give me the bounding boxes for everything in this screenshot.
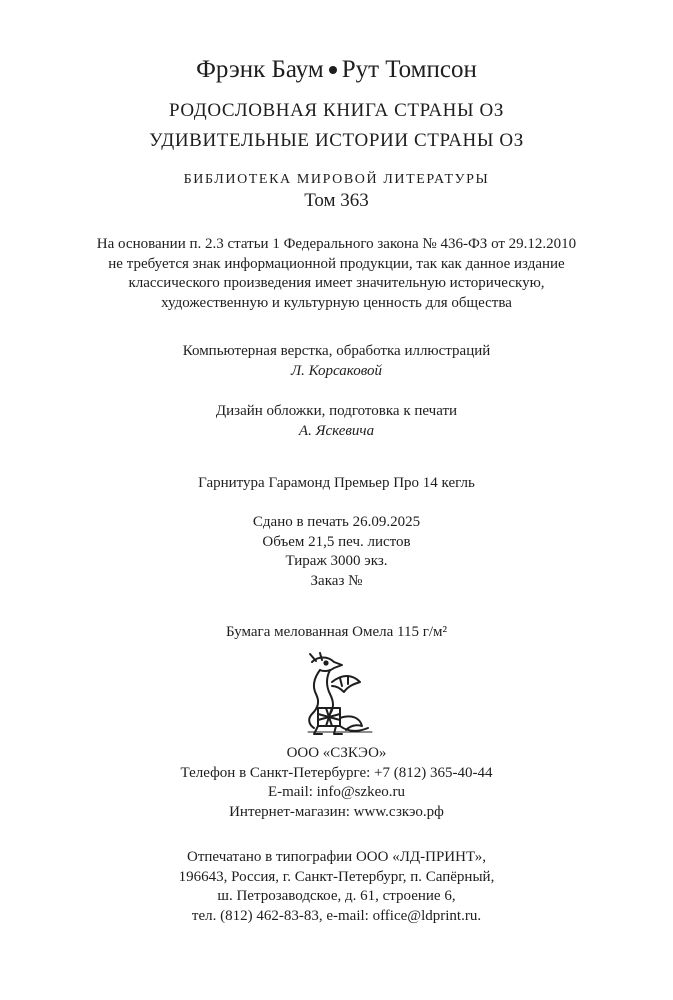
dragon-logo-icon (296, 652, 378, 738)
layout-credit (0, 342, 673, 381)
authors-line (0, 56, 673, 84)
series-name: БИБЛИОТЕКА МИРОВОЙ ЛИТЕРАТУРЫ (183, 172, 490, 187)
credit-name: Л. Корсаковой (290, 362, 383, 379)
signed-date: Сдано в печать 26.09.2025 (252, 514, 421, 530)
author-name: Рут Томпсон (341, 56, 477, 83)
typeface-line: Гарнитура Гарамонд Премьер Про 14 кегль (198, 475, 475, 491)
printer-line: 196643, Россия, г. Санкт-Петербург, п. Сапёрный, (178, 868, 495, 885)
publisher-info (0, 744, 673, 822)
print-run: Тираж 3000 экз. (285, 553, 388, 569)
legal-line: На основании п. 2.3 статьи 1 Федерального закона № 436-ФЗ от 29.12.2010 (96, 236, 577, 252)
publisher-phone: Телефон в Санкт-Петербурге: +7 (812) 365-40-44 (180, 764, 493, 781)
legal-notice (0, 235, 673, 313)
order-number: Заказ № (310, 572, 363, 589)
publisher-email: E-mail: info@szkeo.ru (267, 784, 406, 800)
credit-name: А. Яскевича (298, 422, 375, 439)
publisher-name: ООО «СЗКЭО» (286, 745, 387, 761)
legal-line: классического произведения имеет значительную историческую, (128, 275, 545, 291)
print-specs (0, 513, 673, 591)
credit-role: Дизайн обложки, подготовка к печати (215, 403, 458, 419)
credit-role: Компьютерная верстка, обработка иллюстраций (182, 343, 491, 359)
printer-info (0, 848, 673, 926)
printer-line: Отпечатано в типографии ООО «ЛД-ПРИНТ», (187, 849, 486, 865)
legal-line: художественную и культурную ценность для общества (161, 294, 512, 311)
design-credit (0, 402, 673, 441)
bullet-separator (329, 66, 337, 74)
legal-line: не требуется знак информационной продукции, так как данное издание (108, 255, 565, 272)
printer-line: тел. (812) 462-83-83, e-mail: office@ldprint.ru. (191, 907, 482, 924)
paper-line: Бумага мелованная Омела 115 г/м² (225, 624, 448, 640)
print-volume: Объем 21,5 печ. листов (262, 533, 411, 550)
volume-number: Том 363 (304, 190, 369, 211)
author-name: Фрэнк Баум (196, 56, 324, 83)
publisher-shop: Интернет-магазин: www.сзкэо.рф (229, 803, 444, 820)
book-title: РОДОСЛОВНАЯ КНИГА СТРАНЫ ОЗ (169, 100, 504, 121)
printer-line: ш. Петрозаводское, д. 61, строение 6, (217, 888, 456, 904)
book-title: УДИВИТЕЛЬНЫЕ ИСТОРИИ СТРАНЫ ОЗ (149, 130, 524, 151)
